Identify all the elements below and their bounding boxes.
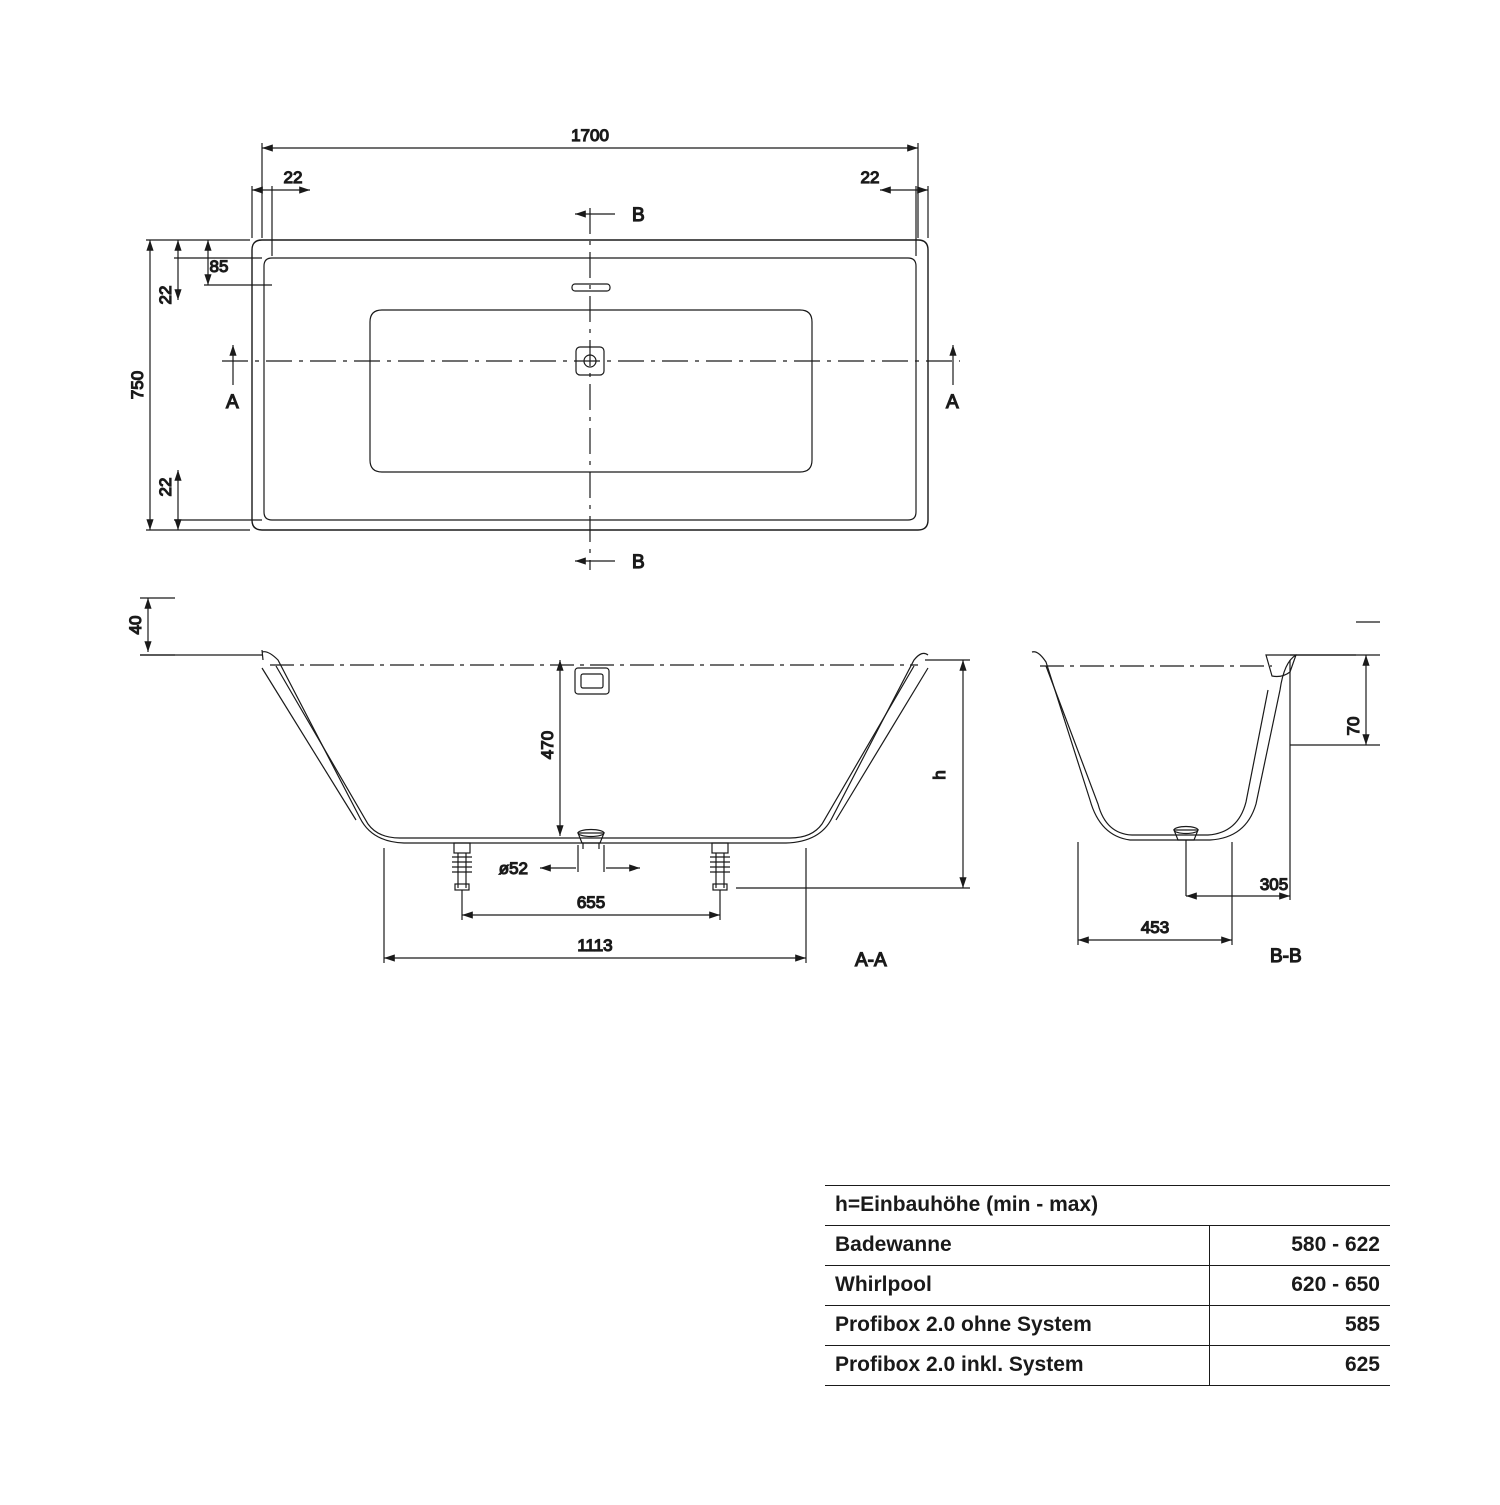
row-label-profibox-ohne-system: Profibox 2.0 ohne System <box>825 1306 1210 1346</box>
dim-rim-top: 22 <box>156 285 175 305</box>
table-title: h=Einbauhöhe (min - max) <box>825 1186 1390 1226</box>
dim-inner-depth: 470 <box>538 730 557 760</box>
section-aa-group <box>126 598 970 971</box>
dim-rim-left: 22 <box>283 168 303 187</box>
table-row <box>825 1266 1390 1306</box>
section-bb-group <box>1032 622 1380 967</box>
section-marker-b-bottom: B <box>632 552 645 573</box>
dim-rim-right: 22 <box>860 168 880 187</box>
row-label-profibox-inkl-system: Profibox 2.0 inkl. System <box>825 1346 1210 1386</box>
section-label-aa: A-A <box>855 950 887 971</box>
dim-height-h: h <box>930 770 949 780</box>
dim-overflow-height: 70 <box>1344 716 1363 736</box>
section-marker-a-right: A <box>946 392 959 413</box>
dim-base-length: 1113 <box>577 936 613 955</box>
row-value-profibox-ohne-system: 585 <box>1210 1306 1391 1346</box>
row-value-profibox-inkl-system: 625 <box>1210 1346 1391 1386</box>
row-label-whirlpool: Whirlpool <box>825 1266 1210 1306</box>
spec-table-wrapper <box>825 1185 1390 1386</box>
dim-base-width: 453 <box>1140 918 1170 937</box>
table-row-header <box>825 1186 1390 1226</box>
installation-height-table <box>825 1185 1390 1386</box>
dim-rim-thickness: 40 <box>126 615 145 635</box>
table-row <box>825 1226 1390 1266</box>
dim-feet-spacing: 655 <box>576 893 606 912</box>
dim-inner-offset: 85 <box>209 257 229 276</box>
dim-overall-width: 750 <box>128 370 147 400</box>
dim-drain-diameter: ø52 <box>498 859 528 878</box>
dim-drain-offset: 305 <box>1259 875 1289 894</box>
dim-rim-bottom: 22 <box>156 477 175 497</box>
row-value-whirlpool: 620 - 650 <box>1210 1266 1391 1306</box>
dim-overall-length: 1700 <box>571 126 609 145</box>
section-label-bb: B-B <box>1270 946 1302 967</box>
top-view-group <box>128 126 960 573</box>
row-value-badewanne: 580 - 622 <box>1210 1226 1391 1266</box>
row-label-badewanne: Badewanne <box>825 1226 1210 1266</box>
section-marker-b-top: B <box>632 205 645 226</box>
table-row <box>825 1346 1390 1386</box>
table-row <box>825 1306 1390 1346</box>
section-marker-a-left: A <box>226 392 239 413</box>
